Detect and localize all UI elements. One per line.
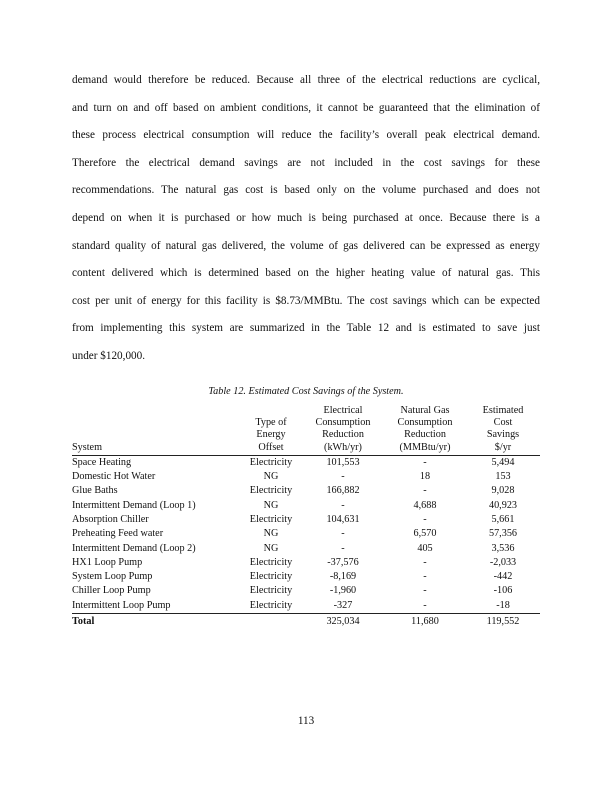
- cell-cost: 9,028: [491, 485, 515, 497]
- cell-energy-type: Electricity: [249, 585, 293, 597]
- total-gas: 11,680: [411, 616, 439, 628]
- cell-electrical: 166,882: [326, 485, 360, 497]
- cell-energy-type: Electricity: [240, 599, 302, 614]
- cell-gas: -: [423, 556, 427, 568]
- header-line: Reduction: [404, 429, 446, 441]
- header-line: Cost: [493, 417, 513, 429]
- paragraph-line: these process electrical consumption will reduce the facility’s overall peak electrical demand.: [72, 129, 540, 142]
- cell-electrical: -327: [302, 599, 384, 614]
- paragraph-line: depend on when it is purchased or how much is being purchased at once. Because there is a: [72, 211, 540, 224]
- total-electrical: 325,034: [326, 616, 360, 628]
- header-line: (kWh/yr): [324, 441, 362, 453]
- paragraph-line: recommendations. The natural gas cost is based only on the volume purchased and does not: [72, 184, 540, 197]
- cell-system: Preheating Feed water: [72, 528, 164, 540]
- cell-electrical: -: [341, 542, 345, 554]
- paragraph-line: and turn on and off based on ambient conditions, it cannot be guaranteed that the elimination of: [72, 101, 540, 114]
- cell-energy-type: Electricity: [249, 456, 293, 468]
- cell-gas: -: [423, 585, 427, 597]
- cell-cost: 40,923: [488, 499, 517, 511]
- table-row: [72, 499, 540, 513]
- cell-gas: -: [423, 514, 427, 525]
- cell-energy-type: NG: [263, 528, 279, 540]
- cell-system: Domestic Hot Water: [72, 471, 156, 483]
- header-line: $/yr: [494, 441, 512, 453]
- table-total-row: [72, 614, 540, 630]
- cell-gas: 405: [417, 542, 433, 554]
- header-line: Electrical: [323, 405, 363, 416]
- total-cost: 119,552: [486, 616, 520, 628]
- cell-energy-type: NG: [263, 542, 279, 554]
- header-line: Energy: [256, 429, 286, 441]
- cell-gas: -: [423, 456, 427, 468]
- table-row: [72, 556, 540, 570]
- paragraph-line: demand would therefore be reduced. Because all three of the electrical reductions are cyclical,: [72, 74, 540, 86]
- cell-cost: 5,661: [491, 514, 515, 525]
- cell-gas: 18: [419, 471, 431, 483]
- cell-cost: 153: [495, 471, 511, 483]
- cell-cost: -2,033: [489, 556, 517, 568]
- cell-energy-type: Electricity: [249, 571, 293, 583]
- header-line: Type of: [255, 417, 287, 429]
- table-row: [72, 513, 540, 527]
- cell-energy-type: Electricity: [249, 556, 293, 568]
- header-line: Consumption: [397, 417, 453, 429]
- cell-system: Space Heating: [72, 456, 132, 468]
- header-line: Savings: [486, 429, 520, 441]
- paragraph-line: standard quality of natural gas delivered, the volume of gas delivered can be expressed as energy: [72, 239, 540, 252]
- table-row: [72, 570, 540, 584]
- cell-cost: -106: [493, 585, 513, 597]
- cell-electrical: -37,576: [327, 556, 359, 568]
- cell-gas: -: [384, 599, 466, 614]
- header-electrical-reduction: [302, 405, 384, 455]
- header-line: Reduction: [322, 429, 364, 441]
- cell-energy-type: NG: [263, 471, 279, 483]
- cell-gas: -: [423, 485, 427, 497]
- cell-system: Glue Baths: [72, 485, 118, 497]
- table-header-row: [72, 405, 540, 455]
- cell-energy-type: Electricity: [249, 514, 293, 525]
- header-gas-reduction: [384, 405, 466, 455]
- cell-cost: -18: [466, 599, 540, 614]
- cell-electrical: 104,631: [326, 514, 360, 525]
- table-row: [72, 599, 540, 614]
- paragraph-line: cost per unit of energy for this facility is $8.73/MMBtu. The cost savings which can be expected: [72, 294, 540, 307]
- cell-electrical: -: [341, 499, 345, 511]
- cost-savings-table: [72, 405, 540, 629]
- total-label: Total: [72, 616, 95, 628]
- table-row: [72, 455, 540, 470]
- cell-gas: 4,688: [413, 499, 437, 511]
- cell-cost: -442: [493, 571, 513, 583]
- cell-cost: 5,494: [491, 456, 515, 468]
- cell-gas: -: [423, 571, 427, 583]
- cell-gas: 6,570: [413, 528, 437, 540]
- table-row: [72, 470, 540, 484]
- table-row: [72, 584, 540, 598]
- cell-system: System Loop Pump: [72, 571, 153, 583]
- cell-energy-type: NG: [263, 499, 279, 511]
- body-paragraph: [72, 67, 540, 371]
- cell-system: Intermittent Loop Pump: [72, 599, 240, 614]
- cell-system: Intermittent Demand (Loop 2): [72, 542, 196, 554]
- header-line: Consumption: [315, 417, 371, 429]
- header-line: Natural Gas: [400, 405, 450, 416]
- cell-electrical: -8,169: [329, 571, 357, 583]
- paragraph-line: under $120,000.: [72, 349, 146, 362]
- header-line: System: [72, 441, 103, 453]
- header-line: Estimated: [482, 405, 524, 416]
- cell-cost: 3,536: [491, 542, 515, 554]
- table-body: [72, 455, 540, 613]
- cell-system: Intermittent Demand (Loop 1): [72, 499, 196, 511]
- paragraph-line: content delivered which is determined based on the higher heating value of natural gas. This: [72, 267, 540, 280]
- total-type: [240, 614, 302, 630]
- paragraph-line: Therefore the electrical demand savings are not included in the cost savings for these: [72, 156, 540, 169]
- header-cost-savings: [466, 405, 540, 455]
- cell-system: HX1 Loop Pump: [72, 556, 143, 568]
- table-row: [72, 527, 540, 541]
- table-caption: Table 12. Estimated Cost Savings of the System.: [208, 386, 404, 397]
- header-line: (MMBtu/yr): [399, 441, 451, 453]
- page-number: 113: [297, 715, 315, 727]
- cell-electrical: -1,960: [329, 585, 357, 597]
- cell-system: Chiller Loop Pump: [72, 585, 151, 597]
- cell-energy-type: Electricity: [249, 485, 293, 497]
- header-system: [72, 405, 240, 455]
- table-row: [72, 484, 540, 498]
- header-line: Offset: [258, 441, 284, 453]
- cell-electrical: -: [341, 471, 345, 483]
- cell-cost: 57,356: [488, 528, 517, 540]
- header-energy-type: [240, 405, 302, 455]
- cell-electrical: -: [341, 528, 345, 540]
- table-row: [72, 542, 540, 556]
- paragraph-line: from implementing this system are summarized in the Table 12 and is estimated to save just: [72, 322, 540, 335]
- cell-electrical: 101,553: [326, 456, 360, 468]
- cell-system: Absorption Chiller: [72, 514, 149, 525]
